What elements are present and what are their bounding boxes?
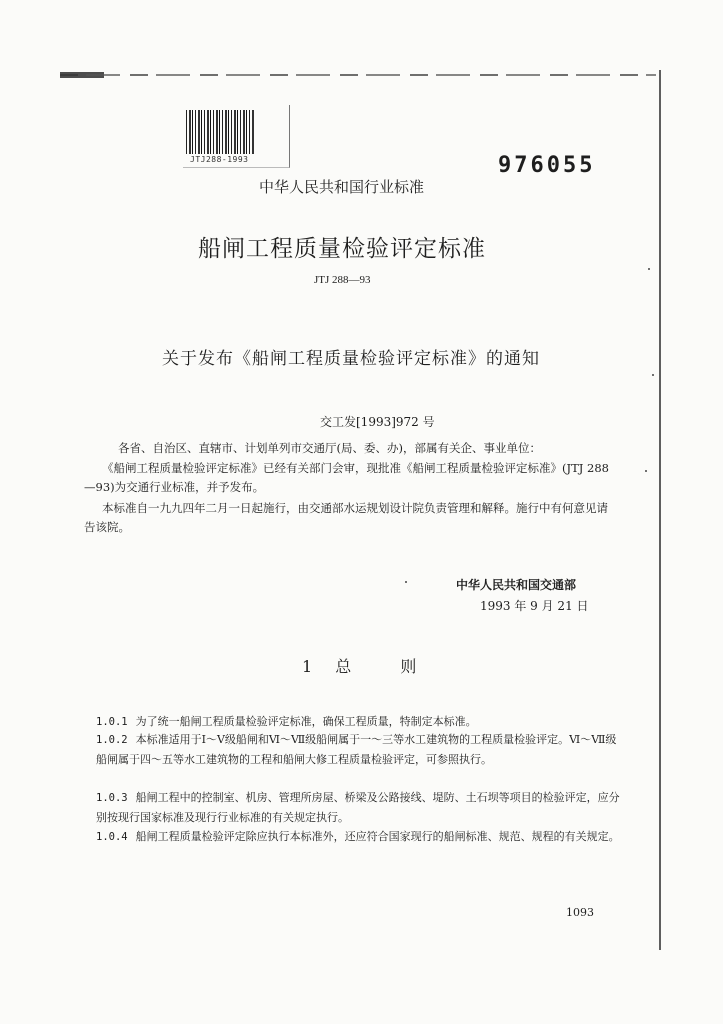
clause-item <box>96 712 620 732</box>
notice-reference: 交工发[1993]972 号 <box>320 415 435 429</box>
header-rule <box>60 74 656 76</box>
chapter-number: 1 <box>302 657 313 676</box>
scan-speck <box>648 268 650 270</box>
clause-number: 1.0.4 <box>96 831 128 843</box>
clause-text: 本标准适用于Ⅰ～Ⅴ级船闸和Ⅵ～Ⅶ级船闸属于一～三等水工建筑物的工程质量检验评定。Ⅵ～Ⅶ级船闸属于四～五等水工建筑物的工程和船闸大修工程质量检验评定，可参照执行。 <box>96 733 617 766</box>
issue-date: 1993 年 9 月 21 日 <box>480 599 589 613</box>
clause-text: 船闸工程中的控制室、机房、管理所房屋、桥梁及公路接线、堤防、土石坝等项目的检验评定，应分别按现行国家标准及现行行业标准的有关规定执行。 <box>96 791 620 824</box>
notice-paragraph: 各省、自治区、直辖市、计划单列市交通厅(局、委、办)，部属有关企、事业单位： <box>118 441 541 455</box>
scan-speck <box>405 581 407 583</box>
standard-code: JTJ 288—93 <box>314 274 371 286</box>
page-title: 船闸工程质量检验评定标准 <box>198 236 486 262</box>
barcode-caption: JTJ288-1993 <box>190 155 249 164</box>
clause-item <box>96 827 620 847</box>
barcode-icon <box>186 110 254 154</box>
clause-text: 为了统一船闸工程质量检验评定标准，确保工程质量，特制定本标准。 <box>135 715 477 728</box>
page-number: 1093 <box>566 906 594 919</box>
clause-item <box>96 730 620 769</box>
notice-title: 关于发布《船闸工程质量检验评定标准》的通知 <box>162 349 540 369</box>
chapter-title-part: 则 <box>400 657 417 676</box>
scan-edge-line <box>659 70 661 950</box>
notice-paragraph: 《船闸工程质量检验评定标准》已经有关部门会审，现批准《船闸工程质量检验评定标准》(JTJ 288—93)为交通行业标准，并予发布。 <box>84 461 609 494</box>
clause-number: 1.0.2 <box>96 734 128 746</box>
issuer: 中华人民共和国交通部 <box>456 578 577 592</box>
notice-paragraph: 本标准自一九九四年二月一日起施行，由交通部水运规划设计院负责管理和解释。施行中有何意见请告该院。 <box>84 501 608 534</box>
clause-text: 船闸工程质量检验评定除应执行本标准外，还应符合国家现行的船闸标准、规范、规程的有关规定。 <box>135 830 620 843</box>
scan-speck <box>652 374 654 376</box>
clause-number: 1.0.1 <box>96 716 128 728</box>
clause-item <box>96 788 620 827</box>
chapter-title-part: 总 <box>335 657 352 676</box>
chapter-heading <box>302 654 416 677</box>
scan-speck <box>645 470 647 472</box>
document-number: 976055 <box>498 153 596 178</box>
clause-number: 1.0.3 <box>96 792 128 804</box>
standard-category: 中华人民共和国行业标准 <box>259 178 425 196</box>
